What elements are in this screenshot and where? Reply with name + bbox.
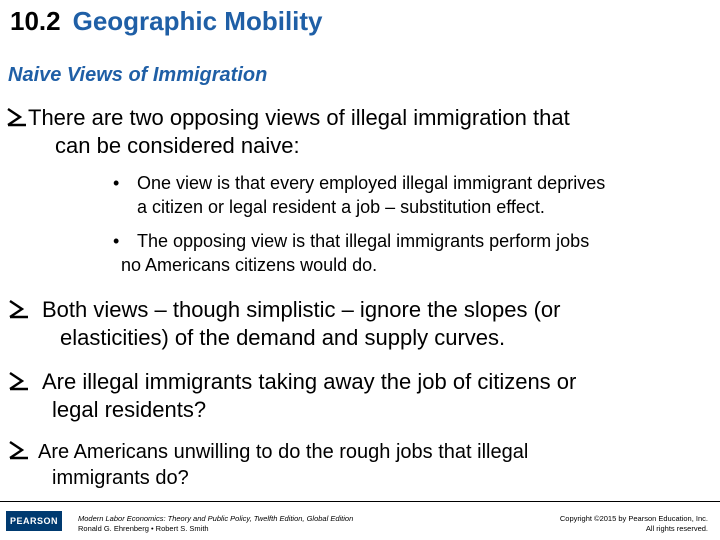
- copyright-line1: Copyright ©2015 by Pearson Education, Inc.: [559, 514, 708, 523]
- arrow-bullet-icon: [8, 299, 30, 319]
- dot-bullet-icon: •: [113, 231, 120, 251]
- footer-divider: [0, 501, 720, 502]
- point-bullet: [8, 439, 708, 491]
- section-number: 10.2: [10, 6, 61, 36]
- slide-subtitle: Naive Views of Immigration: [8, 64, 268, 86]
- main-bullet: [6, 104, 706, 160]
- sub-bullet: [113, 229, 693, 277]
- section-title: Geographic Mobility: [72, 6, 323, 36]
- slide-footer: [0, 501, 720, 540]
- dot-bullet-icon: •: [113, 173, 120, 193]
- point-bullet-line2: immigrants do?: [52, 467, 189, 489]
- point-bullet: [8, 368, 708, 424]
- slide-title: [10, 6, 323, 37]
- arrow-bullet-icon: [8, 371, 30, 391]
- main-bullet-line1: There are two opposing views of illegal immigration that: [28, 105, 570, 130]
- book-citation: [78, 514, 353, 534]
- point-bullet-line1: Both views – though simplistic – ignore the slopes (or: [42, 297, 561, 322]
- sub-bullet-line2: a citizen or legal resident a job – substitution effect.: [137, 197, 545, 217]
- point-bullet-line2: legal residents?: [52, 397, 207, 422]
- arrow-bullet-icon: [6, 107, 28, 127]
- copyright-line2: All rights reserved.: [645, 524, 708, 533]
- point-bullet-line2: elasticities) of the demand and supply curves.: [60, 325, 506, 350]
- main-bullet-line2: can be considered naive:: [55, 133, 300, 158]
- sub-bullet-line2: no Americans citizens would do.: [121, 255, 378, 275]
- copyright-notice: [560, 514, 708, 534]
- point-bullet-line1: Are Americans unwilling to do the rough jobs that illegal: [38, 441, 529, 463]
- sub-bullet: [113, 171, 693, 219]
- arrow-bullet-icon: [8, 440, 30, 460]
- book-authors: Ronald G. Ehrenberg • Robert S. Smith: [78, 524, 209, 533]
- point-bullet: [8, 296, 708, 352]
- pearson-logo: PEARSON: [6, 511, 62, 531]
- sub-bullet-line1: One view is that every employed illegal immigrant deprives: [137, 173, 606, 193]
- point-bullet-line1: Are illegal immigrants taking away the job of citizens or: [42, 369, 577, 394]
- book-title: Modern Labor Economics: Theory and Public Policy, Twelfth Edition, Global Edition: [78, 514, 354, 523]
- sub-bullet-line1: The opposing view is that illegal immigrants perform jobs: [137, 231, 590, 251]
